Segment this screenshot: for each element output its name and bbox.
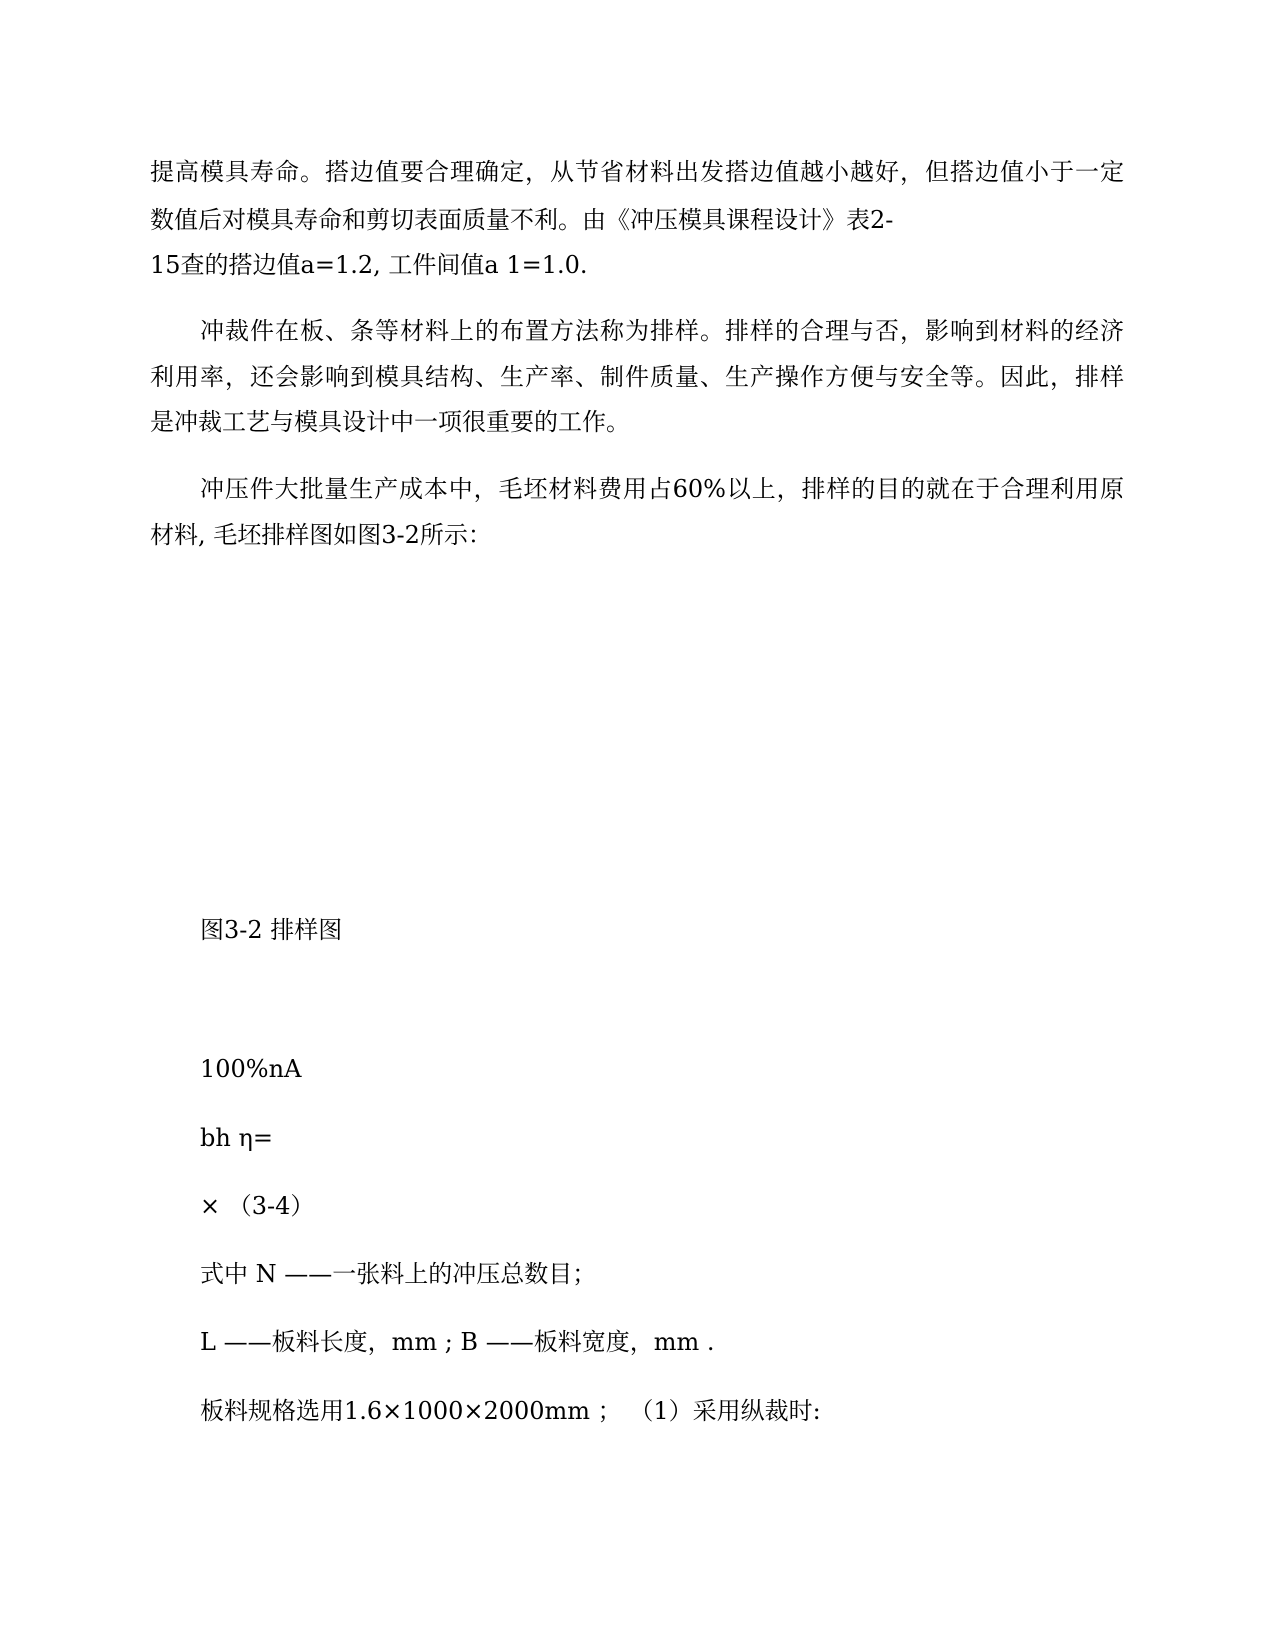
paragraph-3-line-2: 材料, 毛坯排样图如图3-2所示： [150,521,492,549]
definition-line-2: L ——板料长度，mm ; B ——板料宽度，mm . [200,1328,715,1356]
paragraph-3-line-1: 冲压件大批量生产成本中，毛坯材料费用占60%以上，排样的目的就在于合理利用原 [200,475,1124,503]
formula-line-2: bh η= [200,1124,273,1152]
paragraph-2-line-3: 是冲裁工艺与模具设计中一项很重要的工作。 [150,408,630,436]
paragraph-1-line-1: 提高模具寿命。搭边值要合理确定，从节省材料出发搭边值越小越好，但搭边值小于一定 [150,158,1124,186]
figure-caption: 图3-2 排样图 [200,916,343,944]
formula-line-1: 100%nA [200,1055,302,1083]
formula-line-3: × （3-4） [200,1192,315,1220]
paragraph-1-line-2: 数值后对模具寿命和剪切表面质量不利。由《冲压模具课程设计》表2- [150,206,894,234]
paragraph-2-line-2: 利用率，还会影响到模具结构、生产率、制件质量、生产操作方便与安全等。因此，排样 [150,363,1124,391]
definition-line-1: 式中 N ——一张料上的冲压总数目； [200,1260,597,1288]
paragraph-1-line-3: 15查的搭边值a=1.2, 工件间值a 1=1.0. [150,251,588,279]
material-spec: 板料规格选用1.6×1000×2000mm ； （1）采用纵裁时: [200,1397,821,1425]
paragraph-2-line-1: 冲裁件在板、条等材料上的布置方法称为排样。排样的合理与否，影响到材料的经济 [200,317,1124,345]
